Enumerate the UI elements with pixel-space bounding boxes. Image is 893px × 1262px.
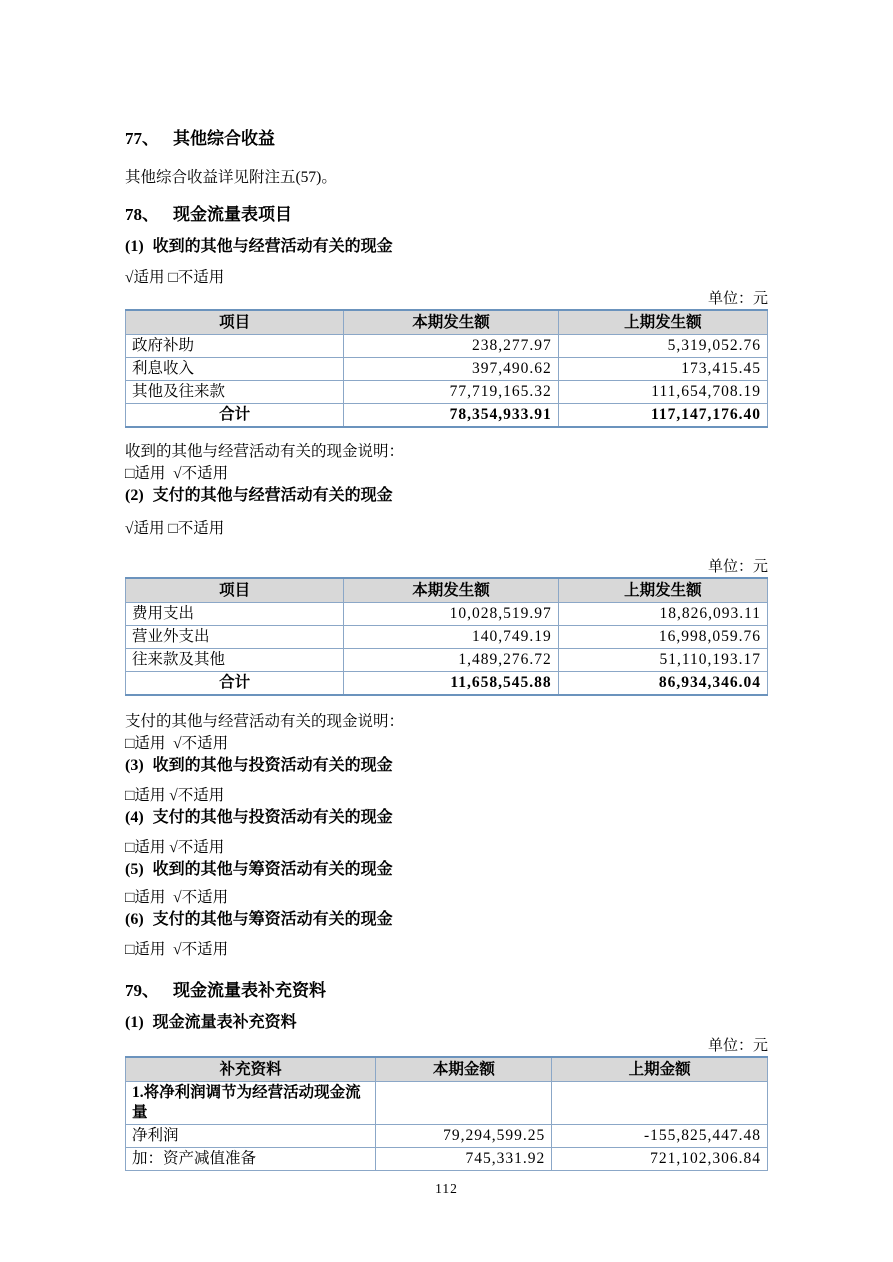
current-amount: 79,294,599.25 <box>376 1125 552 1148</box>
column-header-supplementary: 补充资料 <box>126 1057 376 1082</box>
table-header-row <box>126 310 768 335</box>
subsection-79-1-label: (1) <box>125 1014 144 1031</box>
column-header-prior-period: 上期发生额 <box>558 310 767 335</box>
section-77-body: 其他综合收益详见附注五(57)。 <box>125 169 337 186</box>
table-row <box>126 1148 768 1171</box>
subsection-2-label: (2) <box>125 487 144 504</box>
section-77-heading <box>125 128 768 150</box>
row-label: 费用支出 <box>126 603 344 626</box>
table-row <box>126 358 768 381</box>
table-received-operating-cash <box>125 309 768 428</box>
subsection-6-applicability: □适用 √不适用 <box>125 941 229 958</box>
table-supplementary-info <box>125 1056 768 1171</box>
table-row <box>126 603 768 626</box>
row-label: 加：资产减值准备 <box>126 1148 376 1171</box>
column-header-current-period: 本期发生额 <box>344 310 558 335</box>
subsection-2-heading <box>125 485 768 507</box>
unit-label-2: 单位：元 <box>707 559 768 575</box>
subsection-3-applicability: □适用 √不适用 <box>125 787 225 804</box>
total-prior-amount: 86,934,346.04 <box>558 672 767 696</box>
prior-amount: 5,319,052.76 <box>558 335 767 358</box>
subsection-1-title: 收到的其他与经营活动有关的现金 <box>152 238 393 255</box>
subsection-3-heading <box>125 755 768 777</box>
total-prior-amount: 117,147,176.40 <box>558 404 767 428</box>
subsection-6-title: 支付的其他与筹资活动有关的现金 <box>152 911 393 928</box>
current-amount: 397,490.62 <box>344 358 558 381</box>
note-received-operating: 收到的其他与经营活动有关的现金说明： <box>125 443 405 460</box>
table-header-row <box>126 1057 768 1082</box>
subsection-1-heading <box>125 236 768 258</box>
subsection-2-applicability: √适用 □不适用 <box>125 520 225 537</box>
section-79-heading <box>125 980 768 1002</box>
total-current-amount: 78,354,933.91 <box>344 404 558 428</box>
subsection-79-1-heading <box>125 1012 768 1034</box>
column-header-current-amount: 本期金额 <box>376 1057 552 1082</box>
column-header-item: 项目 <box>126 578 344 603</box>
note-received-applicability: □适用 √不适用 <box>125 465 229 482</box>
column-header-prior-amount: 上期金额 <box>552 1057 768 1082</box>
prior-amount: 111,654,708.19 <box>558 381 767 404</box>
total-label: 合计 <box>126 672 344 696</box>
section-79-number: 79、 <box>125 981 159 1000</box>
subsection-4-heading <box>125 807 768 829</box>
total-current-amount: 11,658,545.88 <box>344 672 558 696</box>
current-amount: 745,331.92 <box>376 1148 552 1171</box>
page-number: 112 <box>435 1181 458 1196</box>
prior-amount <box>552 1082 768 1125</box>
row-label: 利息收入 <box>126 358 344 381</box>
section-78-heading <box>125 204 768 226</box>
section-77-number: 77、 <box>125 129 159 148</box>
current-amount: 10,028,519.97 <box>344 603 558 626</box>
note-paid-operating: 支付的其他与经营活动有关的现金说明： <box>125 713 405 730</box>
subsection-5-heading <box>125 859 768 881</box>
table-row <box>126 1125 768 1148</box>
total-label: 合计 <box>126 404 344 428</box>
unit-label-1: 单位：元 <box>707 291 768 307</box>
subsection-5-applicability: □适用 √不适用 <box>125 889 229 906</box>
subsection-79-1-title: 现金流量表补充资料 <box>152 1014 297 1031</box>
subsection-5-title: 收到的其他与筹资活动有关的现金 <box>152 861 393 878</box>
current-amount: 238,277.97 <box>344 335 558 358</box>
table-row <box>126 381 768 404</box>
table-row <box>126 626 768 649</box>
column-header-current-period: 本期发生额 <box>344 578 558 603</box>
row-label: 政府补助 <box>126 335 344 358</box>
table-section-row <box>126 1082 768 1125</box>
row-label: 往来款及其他 <box>126 649 344 672</box>
section-78-title: 现金流量表项目 <box>173 205 292 224</box>
section-79-title: 现金流量表补充资料 <box>173 981 326 1000</box>
subsection-4-title: 支付的其他与投资活动有关的现金 <box>152 809 393 826</box>
row-label: 其他及往来款 <box>126 381 344 404</box>
prior-amount: -155,825,447.48 <box>552 1125 768 1148</box>
subsection-4-label: (4) <box>125 809 144 826</box>
prior-amount: 16,998,059.76 <box>558 626 767 649</box>
column-header-prior-period: 上期发生额 <box>558 578 767 603</box>
subsection-1-applicability: √适用 □不适用 <box>125 269 225 286</box>
current-amount: 77,719,165.32 <box>344 381 558 404</box>
table-paid-operating-cash <box>125 577 768 696</box>
current-amount: 140,749.19 <box>344 626 558 649</box>
subsection-3-title: 收到的其他与投资活动有关的现金 <box>152 757 393 774</box>
subsection-6-label: (6) <box>125 911 144 928</box>
table-row <box>126 649 768 672</box>
row-label: 1.将净利润调节为经营活动现金流量 <box>126 1082 376 1125</box>
prior-amount: 173,415.45 <box>558 358 767 381</box>
prior-amount: 18,826,093.11 <box>558 603 767 626</box>
section-78-number: 78、 <box>125 205 159 224</box>
section-77-title: 其他综合收益 <box>173 129 275 148</box>
table-total-row <box>126 672 768 696</box>
column-header-item: 项目 <box>126 310 344 335</box>
current-amount: 1,489,276.72 <box>344 649 558 672</box>
unit-label-3: 单位：元 <box>707 1038 768 1054</box>
subsection-6-heading <box>125 909 768 931</box>
table-row <box>126 335 768 358</box>
prior-amount: 721,102,306.84 <box>552 1148 768 1171</box>
subsection-1-label: (1) <box>125 238 144 255</box>
row-label: 营业外支出 <box>126 626 344 649</box>
subsection-4-applicability: □适用 √不适用 <box>125 839 225 856</box>
row-label: 净利润 <box>126 1125 376 1148</box>
note-paid-applicability: □适用 √不适用 <box>125 735 229 752</box>
subsection-3-label: (3) <box>125 757 144 774</box>
table-header-row <box>126 578 768 603</box>
prior-amount: 51,110,193.17 <box>558 649 767 672</box>
subsection-2-title: 支付的其他与经营活动有关的现金 <box>152 487 393 504</box>
table-total-row <box>126 404 768 428</box>
current-amount <box>376 1082 552 1125</box>
subsection-5-label: (5) <box>125 861 144 878</box>
